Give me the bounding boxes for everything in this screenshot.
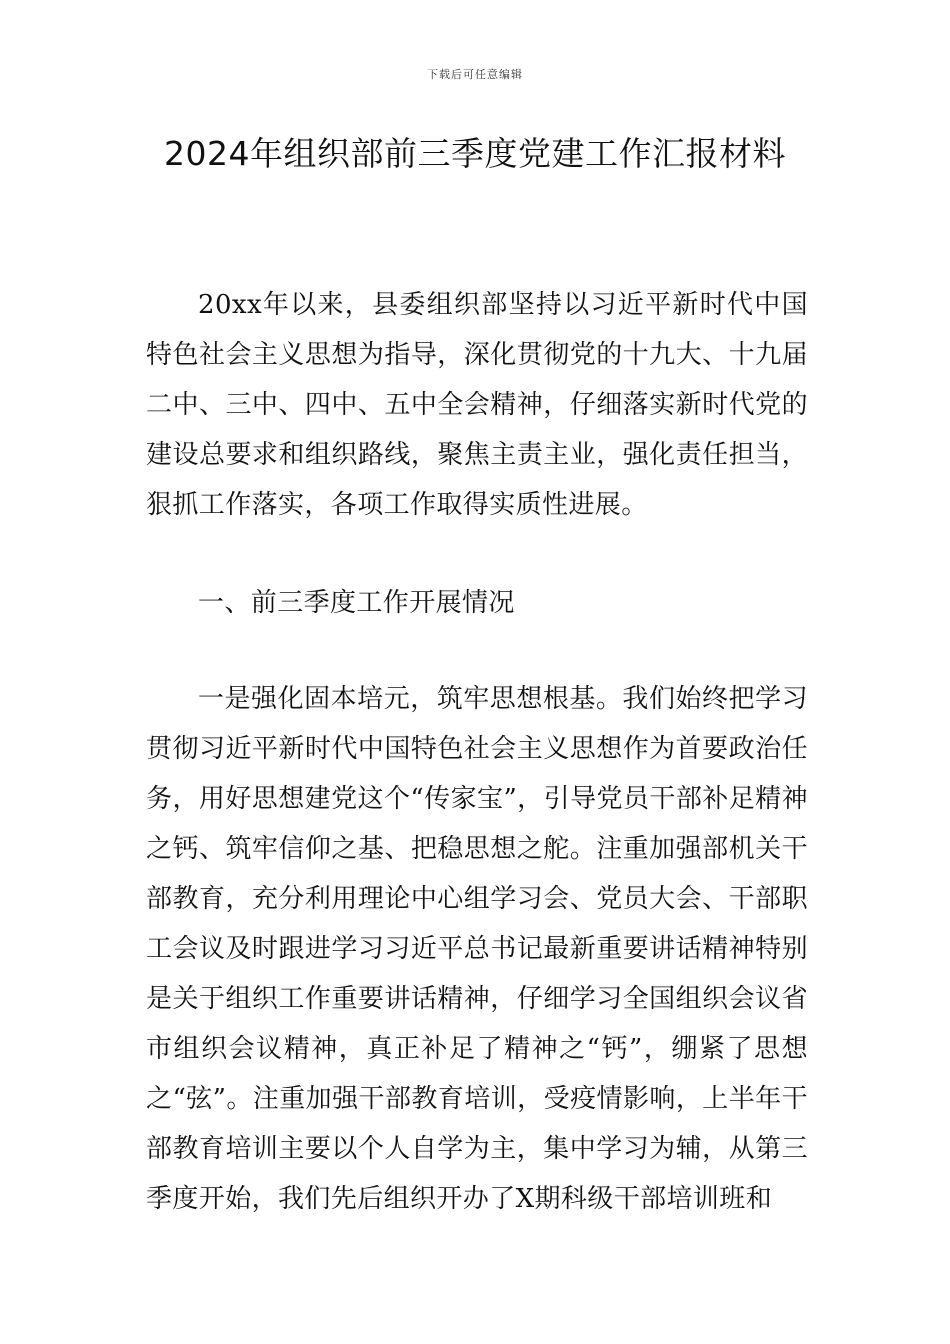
header-note: 下载后可任意编辑 xyxy=(427,68,523,81)
body-paragraph: 一是强化固本培元，筑牢思想根基。我们始终把学习贯彻习近平新时代中国特色社会主义思想作为首要政治任务，用好思想建党这个“传家宝”，引导党员干部补足精神之钙、筑牢信仰之基、把稳思想之舵。注重加强部机关干部教育，充分利用理论中心组学习会、党员大会、干部职工会议及时跟进学习习近平总书记最新重要讲话精神特别是关于组织工作重要讲话精神，仔细学习全国组织会议省市组织会议精神，真正补足了精神之“钙”，绷紧了思想之“弦”。注重加强干部教育培训，受疫情影响，上半年干部教育培训主要以个人自学为主，集中学习为辅，从第三季度开始，我们先后组织开办了X期科级干部培训班和 xyxy=(146,684,808,1214)
document-title: 2024年组织部前三季度党建工作汇报材料 xyxy=(164,134,786,173)
intro-paragraph: 20xx年以来，县委组织部坚持以习近平新时代中国特色社会主义思想为指导，深化贯彻党的十九大、十九届二中、三中、四中、五中全会精神，仔细落实新时代党的建设总要求和组织路线，聚焦主责主业，强化责任担当，狠抓工作落实，各项工作取得实质性进展。 xyxy=(146,290,808,520)
section-heading: 一、前三季度工作开展情况 xyxy=(198,588,515,618)
